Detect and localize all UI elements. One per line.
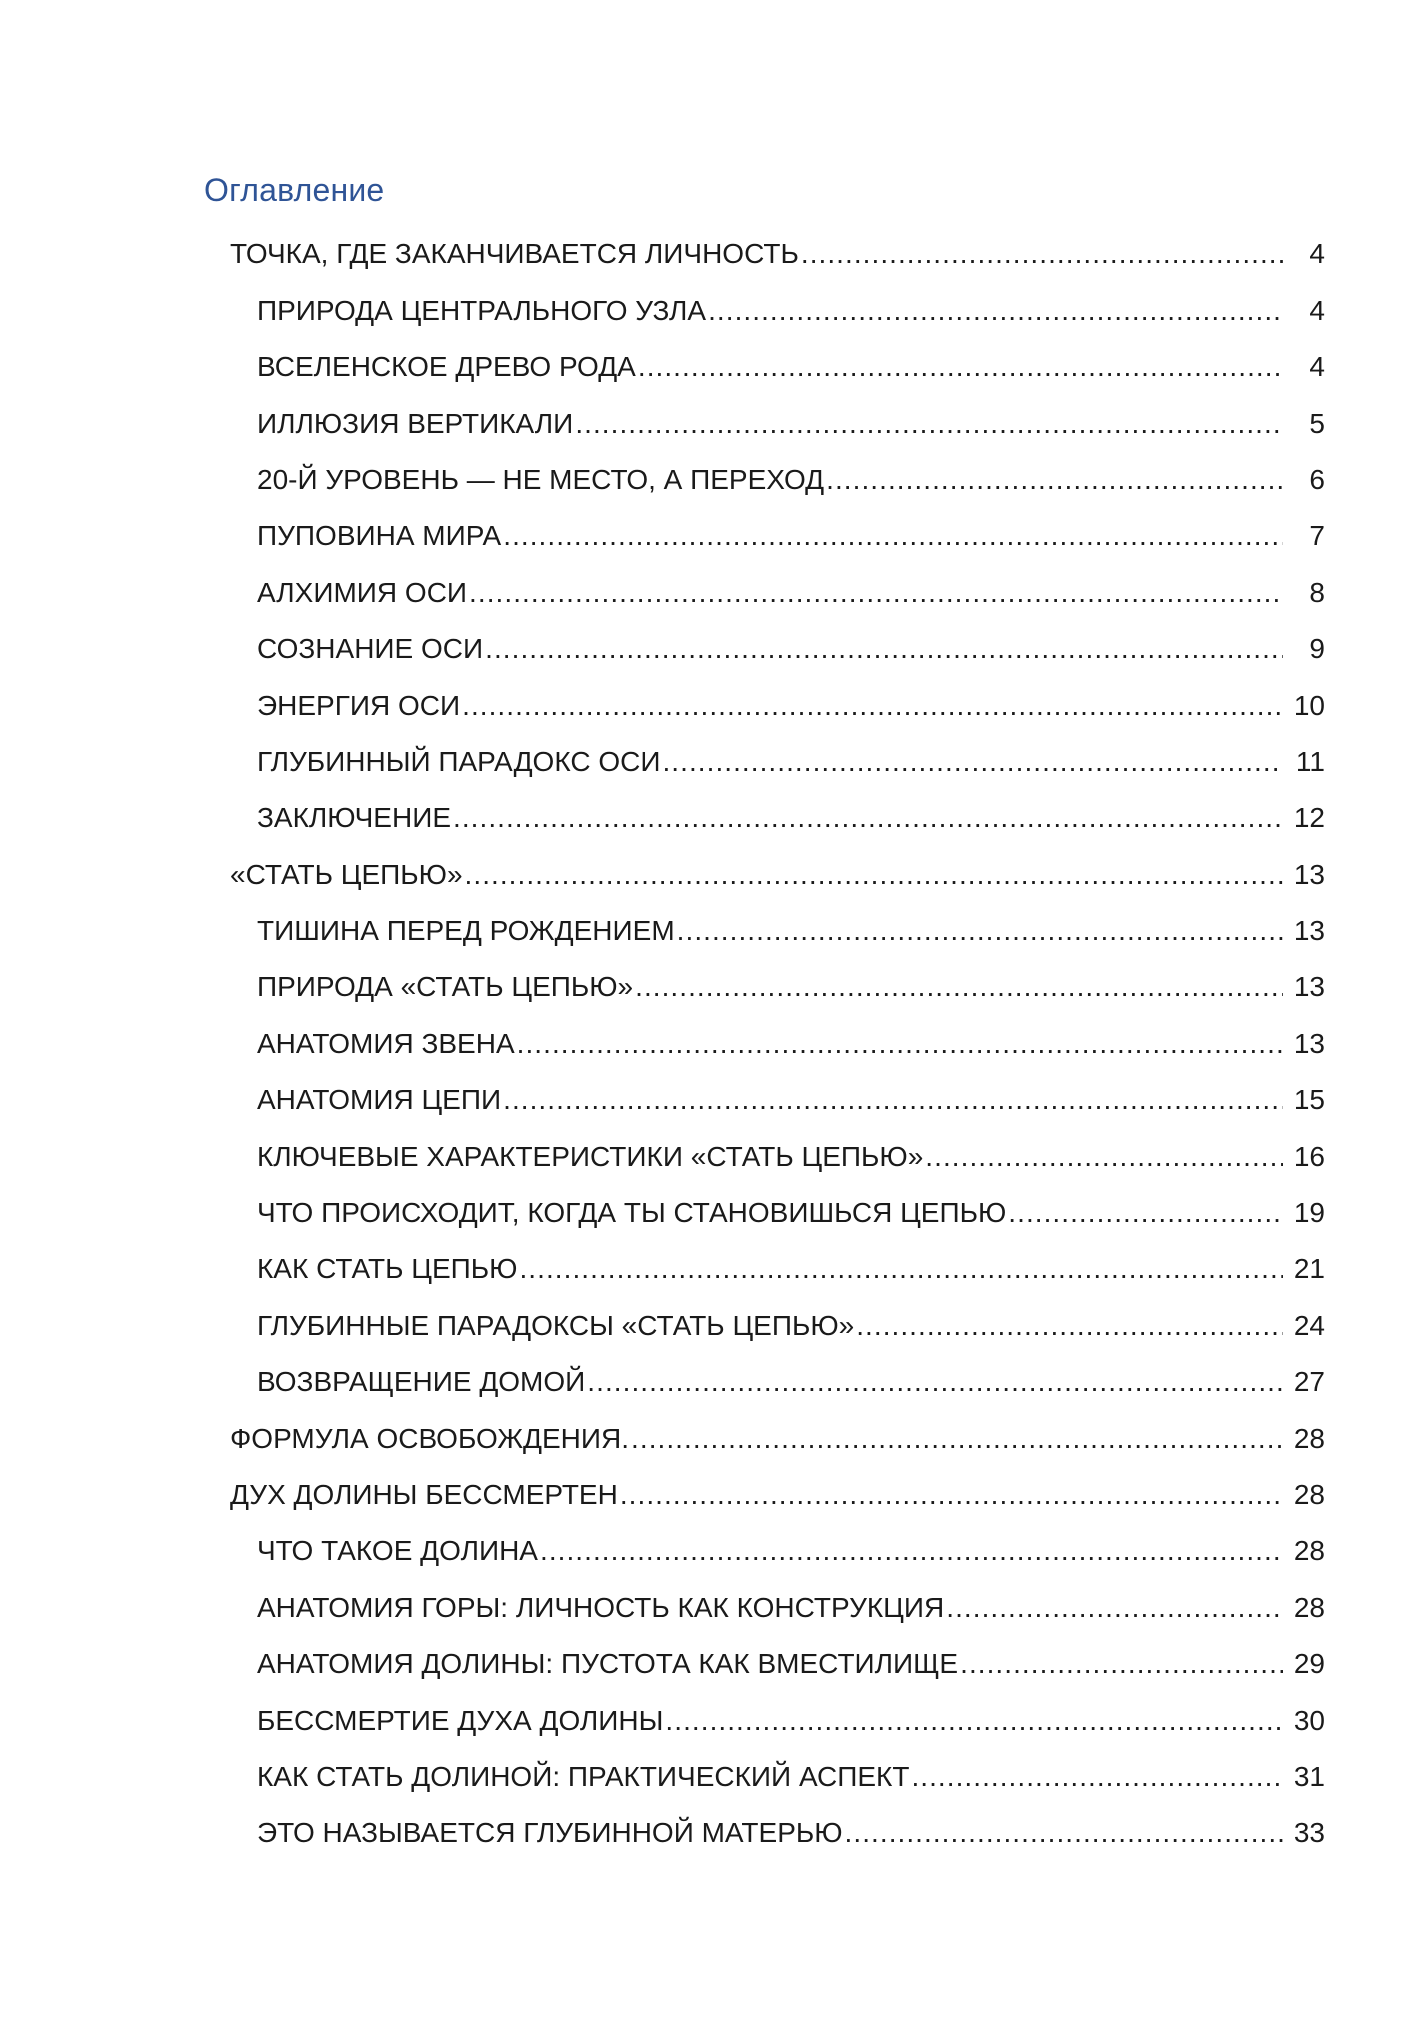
toc-entry-title: ВОЗВРАЩЕНИЕ ДОМОЙ	[257, 1366, 586, 1398]
dot-leader	[960, 1647, 1283, 1681]
toc-entry-page-number: 28	[1293, 1535, 1325, 1567]
toc-entry-page-number: 13	[1293, 858, 1325, 890]
dot-leader	[826, 463, 1283, 497]
dot-leader	[801, 237, 1283, 271]
dot-leader	[485, 632, 1283, 666]
dot-leader	[620, 1478, 1283, 1512]
toc-entry-title: СОЗНАНИЕ ОСИ	[257, 633, 484, 665]
toc-entry[interactable]	[0, 390, 1428, 446]
toc-entry-page-number: 5	[1309, 407, 1325, 439]
dot-leader	[946, 1591, 1283, 1625]
toc-entry-title: ЧТО ПРОИСХОДИТ, КОГДА ТЫ СТАНОВИШЬСЯ ЦЕПЬЮ	[257, 1197, 1007, 1229]
dot-leader	[708, 294, 1283, 328]
dot-leader	[856, 1309, 1283, 1343]
dot-leader	[587, 1365, 1283, 1399]
toc-entry-title: ФОРМУЛА ОСВОБОЖДЕНИЯ.	[230, 1422, 630, 1454]
toc-entry[interactable]	[0, 1462, 1428, 1518]
dot-leader	[465, 858, 1283, 892]
toc-entry-page-number: 33	[1293, 1817, 1325, 1849]
dot-leader	[540, 1534, 1283, 1568]
toc-entry[interactable]	[0, 954, 1428, 1010]
toc-entry[interactable]	[0, 841, 1428, 897]
toc-entry-title: ТИШИНА ПЕРЕД РОЖДЕНИЕМ	[257, 915, 675, 947]
toc-entry-page-number: 13	[1293, 915, 1325, 947]
toc-entry-title: ЭТО НАЗЫВАЕТСЯ ГЛУБИННОЙ МАТЕРЬЮ	[257, 1817, 843, 1849]
toc-entry[interactable]	[0, 785, 1428, 841]
toc-entry-title: АНАТОМИЯ ДОЛИНЫ: ПУСТОТА КАК ВМЕСТИЛИЩЕ	[257, 1648, 959, 1680]
toc-entry-title: ГЛУБИННЫЙ ПАРАДОКС ОСИ	[257, 745, 661, 777]
dot-leader	[1008, 1196, 1283, 1230]
table-of-contents	[0, 221, 1428, 1856]
toc-entry-title: АНАТОМИЯ ГОРЫ: ЛИЧНОСТЬ КАК КОНСТРУКЦИЯ	[257, 1591, 945, 1623]
dot-leader	[635, 970, 1283, 1004]
dot-leader	[453, 801, 1283, 835]
toc-entry-page-number: 29	[1293, 1648, 1325, 1680]
toc-entry-page-number: 27	[1293, 1366, 1325, 1398]
toc-entry[interactable]	[0, 1687, 1428, 1743]
toc-entry[interactable]	[0, 898, 1428, 954]
toc-entry[interactable]	[0, 1405, 1428, 1461]
toc-entry[interactable]	[0, 1180, 1428, 1236]
toc-entry[interactable]	[0, 1800, 1428, 1856]
toc-entry[interactable]	[0, 1123, 1428, 1179]
dot-leader	[662, 745, 1283, 779]
toc-entry-page-number: 4	[1309, 294, 1325, 326]
toc-entry-page-number: 6	[1309, 463, 1325, 495]
toc-entry-page-number: 15	[1293, 1084, 1325, 1116]
toc-entry-page-number: 10	[1293, 689, 1325, 721]
toc-entry[interactable]	[0, 334, 1428, 390]
toc-entry-title: АЛХИМИЯ ОСИ	[257, 576, 468, 608]
dot-leader	[519, 1252, 1283, 1286]
toc-entry-page-number: 31	[1293, 1760, 1325, 1792]
toc-entry-page-number: 24	[1293, 1309, 1325, 1341]
toc-entry-title: ЧТО ТАКОЕ ДОЛИНА	[257, 1535, 538, 1567]
toc-entry-page-number: 30	[1293, 1704, 1325, 1736]
toc-entry[interactable]	[0, 1574, 1428, 1630]
toc-entry[interactable]	[0, 1292, 1428, 1348]
toc-entry[interactable]	[0, 447, 1428, 503]
toc-entry[interactable]	[0, 1067, 1428, 1123]
toc-entry-page-number: 4	[1309, 351, 1325, 383]
toc-entry[interactable]	[0, 1236, 1428, 1292]
toc-entry-title: 20-Й УРОВЕНЬ — НЕ МЕСТО, А ПЕРЕХОД	[257, 463, 825, 495]
dot-leader	[469, 576, 1283, 610]
toc-entry-page-number: 28	[1293, 1478, 1325, 1510]
dot-leader	[503, 1083, 1283, 1117]
toc-entry[interactable]	[0, 1631, 1428, 1687]
toc-entry-title: ДУХ ДОЛИНЫ БЕССМЕРТЕН	[230, 1478, 618, 1510]
dot-leader	[925, 1140, 1283, 1174]
toc-entry-page-number: 16	[1293, 1140, 1325, 1172]
dot-leader	[575, 407, 1283, 441]
toc-entry-title: ПРИРОДА «СТАТЬ ЦЕПЬЮ»	[257, 971, 634, 1003]
toc-entry-page-number: 12	[1293, 802, 1325, 834]
toc-entry-title: ГЛУБИННЫЕ ПАРАДОКСЫ «СТАТЬ ЦЕПЬЮ»	[257, 1309, 855, 1341]
dot-leader	[911, 1760, 1283, 1794]
toc-entry-title: ЗАКЛЮЧЕНИЕ	[257, 802, 451, 834]
toc-entry-page-number: 28	[1293, 1422, 1325, 1454]
toc-entry-title: ВСЕЛЕНСКОЕ ДРЕВО РОДА	[257, 351, 636, 383]
toc-entry-page-number: 4	[1309, 238, 1325, 270]
toc-entry[interactable]	[0, 277, 1428, 333]
toc-entry-title: ПУПОВИНА МИРА	[257, 520, 502, 552]
toc-entry[interactable]	[0, 559, 1428, 615]
toc-entry-title: АНАТОМИЯ ЗВЕНА	[257, 1027, 515, 1059]
toc-entry-page-number: 7	[1309, 520, 1325, 552]
toc-entry-page-number: 13	[1293, 971, 1325, 1003]
toc-entry-page-number: 8	[1309, 576, 1325, 608]
toc-entry[interactable]	[0, 1349, 1428, 1405]
dot-leader	[462, 689, 1283, 723]
dot-leader	[503, 519, 1283, 553]
toc-entry[interactable]	[0, 221, 1428, 277]
dot-leader	[665, 1704, 1283, 1738]
toc-entry-title: КАК СТАТЬ ЦЕПЬЮ	[257, 1253, 518, 1285]
dot-leader	[517, 1027, 1283, 1061]
dot-leader	[638, 350, 1283, 384]
toc-entry[interactable]	[0, 729, 1428, 785]
dot-leader	[677, 914, 1283, 948]
toc-entry-page-number: 9	[1309, 633, 1325, 665]
toc-entry-page-number: 19	[1293, 1197, 1325, 1229]
toc-entry[interactable]	[0, 1518, 1428, 1574]
toc-entry-title: АНАТОМИЯ ЦЕПИ	[257, 1084, 502, 1116]
toc-heading: Оглавление	[204, 172, 385, 208]
toc-entry-page-number: 13	[1293, 1027, 1325, 1059]
dot-leader	[631, 1422, 1283, 1456]
toc-entry[interactable]	[0, 503, 1428, 559]
toc-entry-title: БЕССМЕРТИЕ ДУХА ДОЛИНЫ	[257, 1704, 664, 1736]
toc-entry-title: ИЛЛЮЗИЯ ВЕРТИКАЛИ	[257, 407, 574, 439]
toc-entry-title: ПРИРОДА ЦЕНТРАЛЬНОГО УЗЛА	[257, 294, 707, 326]
toc-entry-page-number: 11	[1295, 745, 1325, 777]
toc-entry-page-number: 28	[1293, 1591, 1325, 1623]
toc-entry-title: «СТАТЬ ЦЕПЬЮ»	[230, 858, 463, 890]
toc-entry[interactable]	[0, 1744, 1428, 1800]
toc-entry-title: КАК СТАТЬ ДОЛИНОЙ: ПРАКТИЧЕСКИЙ АСПЕКТ	[257, 1760, 910, 1792]
toc-entry-title: КЛЮЧЕВЫЕ ХАРАКТЕРИСТИКИ «СТАТЬ ЦЕПЬЮ»	[257, 1140, 924, 1172]
toc-entry-title: ЭНЕРГИЯ ОСИ	[257, 689, 461, 721]
toc-entry-page-number: 21	[1293, 1253, 1325, 1285]
toc-entry[interactable]	[0, 616, 1428, 672]
toc-entry[interactable]	[0, 1010, 1428, 1066]
toc-entry[interactable]	[0, 672, 1428, 728]
dot-leader	[845, 1816, 1283, 1850]
toc-entry-title: ТОЧКА, ГДЕ ЗАКАНЧИВАЕТСЯ ЛИЧНОСТЬ	[230, 238, 799, 270]
